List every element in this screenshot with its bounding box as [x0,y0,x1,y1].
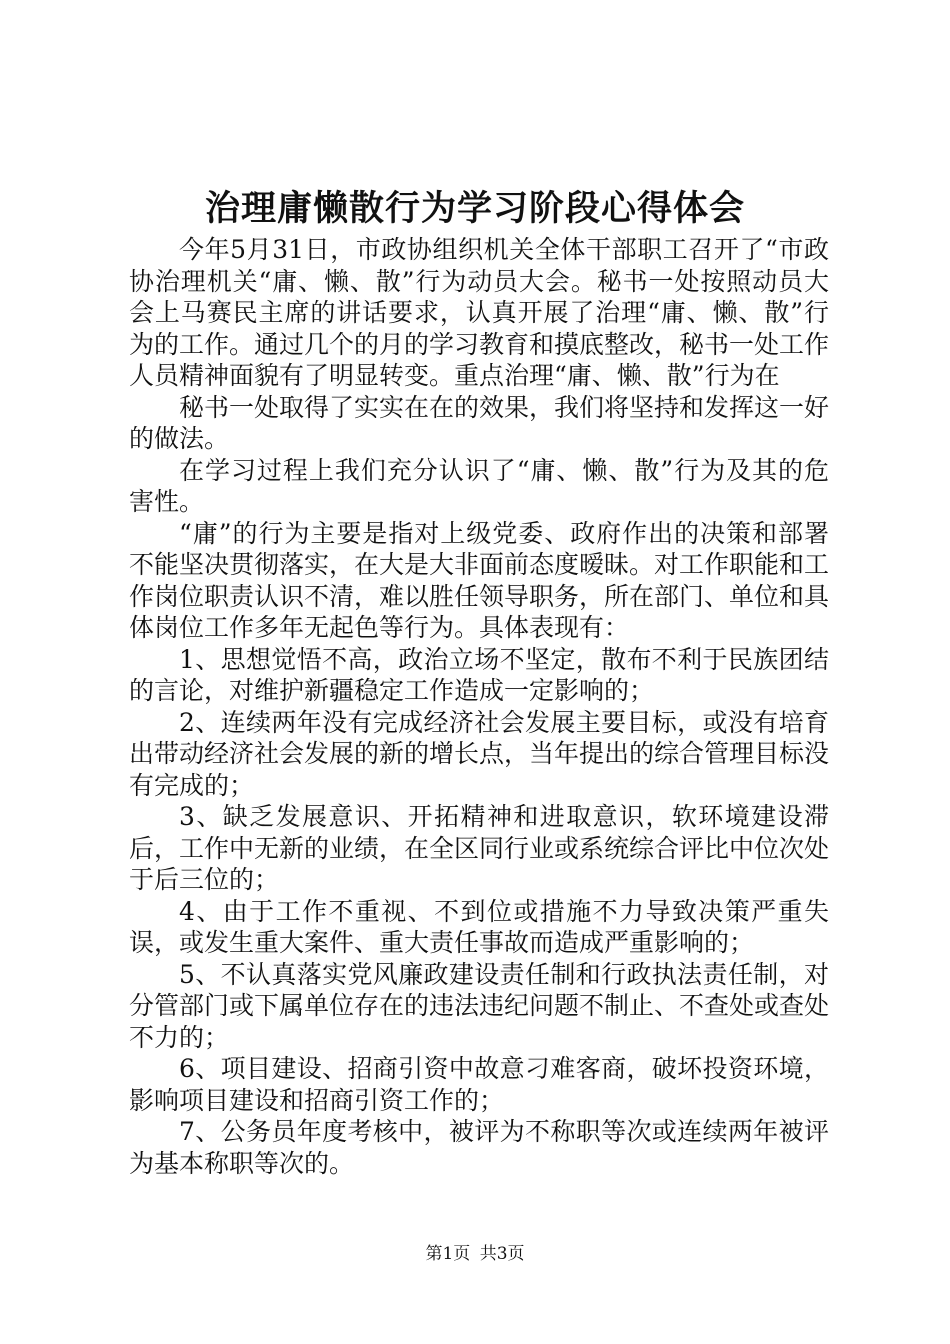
list-item: 7、公务员年度考核中，被评为不称职等次或连续两年被评为基本称职等次的。 [129,1117,829,1178]
document-body [129,234,829,1179]
page-footer [0,1243,950,1265]
paragraph: 秘书一处取得了实实在在的效果，我们将坚持和发挥这一好的做法。 [129,392,830,453]
paragraph: 在学习过程上我们充分认识了“庸、懒、散”行为及其的危害性。 [129,455,829,516]
list-item: 3、缺乏发展意识、开拓精神和进取意识，软环境建设滞后，工作中无新的业绩，在全区同行业或系统综合评比中位次处于后三位的； [129,802,830,894]
paragraph: “庸”的行为主要是指对上级党委、政府作出的决策和部署不能坚决贯彻落实，在大是大非面前态度暧昧。对工作职能和工作岗位职责认识不清，难以胜任领导职务，所在部门、单位和具体岗位工作多年无起色等行为。具体表现有： [129,518,830,642]
page-total: 共3页 [479,1244,525,1264]
paragraph: 今年5月31日，市政协组织机关全体干部职工召开了“市政协治理机关“庸、懒、散”行为动员大会。秘书一处按照动员大会上马赛民主席的讲话要求，认真开展了治理“庸、懒、散”行为的工作。通过几个的月的学习教育和摸底整改，秘书一处工作人员精神面貌有了明显转变。重点治理“庸、懒、散”行为在 [129,235,830,390]
list-item: 6、项目建设、招商引资中故意刁难客商，破坏投资环境，影响项目建设和招商引资工作的； [129,1054,829,1115]
document-title: 治理庸懒散行为学习阶段心得体会 [204,188,745,229]
page-number: 第1页 [425,1244,471,1264]
list-item: 1、思想觉悟不高，政治立场不坚定，散布不利于民族团结的言论，对维护新疆稳定工作造成一定影响的； [129,644,829,705]
list-item: 2、连续两年没有完成经济社会发展主要目标，或没有培育出带动经济社会发展的新的增长点，当年提出的综合管理目标没有完成的； [129,707,830,800]
list-item: 4、由于工作不重视、不到位或措施不力导致决策严重失误，或发生重大案件、重大责任事故而造成严重影响的； [129,896,829,957]
list-item: 5、不认真落实党风廉政建设责任制和行政执法责任制，对分管部门或下属单位存在的违法违纪问题不制止、不查处或查处不力的； [129,959,830,1052]
